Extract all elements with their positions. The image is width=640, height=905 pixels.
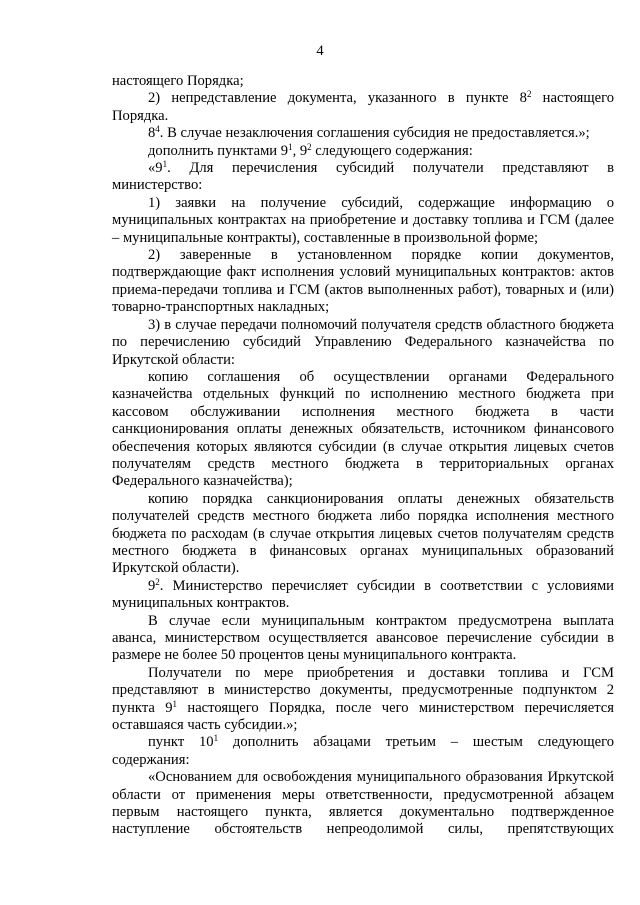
paragraph-3: $8^4$. В случае незаключения соглашения субсидия не предоставляется.»; — [148, 124, 590, 142]
paragraph-7: 2) заверенные в установленном порядке копии документов, подтверждающие факт исполнения условий муниципальных контрактов: актов приема-передачи топлива и ГСМ (актов выполненных работ), товарных и (или) товарно-транспортных накладных; — [112, 247, 614, 316]
paragraph-15: «Основанием для освобождения муниципального образования Иркутской области от применения меры ответственности, предусмотренной абзацем первым настоящего пункта, является документально подтвержденное наступление обстоятельств непреодолимой силы, препятствующих — [112, 769, 614, 838]
paragraph-9: копию соглашения об осуществлении органами Федерального казначейства отдельных функций по исполнению местного бюджета при кассовом обслуживании исполнения местного бюджета в части санкционирования оплаты денежных обязательств, источником финансового обеспечения которых являются субсидии (в случае открытия лицевых счетов получателям средств местного бюджета в территориальных органах Федерального казначейства); — [112, 368, 614, 490]
paragraph-13: Получатели по мере приобретения и доставки топлива и ГСМ представляют в министерство документы, предусмотренные подпунктом 2 пункта $9^1$ настоящего Порядка, после чего министерством перечисляется оставшаяся часть субсидии.»; — [112, 664, 614, 734]
paragraph-1: настоящего Порядка; — [112, 73, 244, 89]
paragraph-6: 1) заявки на получение субсидий, содержащие информацию о муниципальных контрактах на приобретение и доставку топлива и ГСМ (далее – муниципальные контракты), составленные в произвольной форме; — [112, 194, 614, 246]
paragraph-2: 2) непредставление документа, указанного в пункте $8^2$ настоящего Порядка. — [112, 89, 614, 124]
paragraph-12: В случае если муниципальным контрактом предусмотрена выплата аванса, министерством осуществляется авансовое перечисление субсидии в размере не более 50 процентов цены муниципального контракта. — [112, 612, 614, 664]
paragraph-11: $9^2$. Министерство перечисляет субсидии в соответствии с условиями муниципальных контрактов. — [112, 576, 614, 612]
paragraph-4: дополнить пунктами $9^1$, $9^2$ следующего содержания: — [148, 141, 473, 159]
document-body — [112, 73, 614, 839]
paragraph-8: 3) в случае передачи полномочий получателя средств областного бюджета по перечислению субсидий Управлению Федерального казначейства по Иркутской области: — [112, 316, 614, 368]
paragraph-10: копию порядка санкционирования оплаты денежных обязательств получателей средств местного бюджета либо порядка исполнения местного бюджета по расходам (в случае открытия лицевых счетов получателям средств местного бюджета в финансовых органах муниципальных образований Иркутской области). — [112, 490, 614, 577]
paragraph-5: «$9^1$. Для перечисления субсидий получатели представляют в министерство: — [112, 159, 614, 194]
page-number: 4 — [316, 43, 324, 59]
paragraph-14: пункт $10^1$ дополнить абзацами третьим – шестым следующего содержания: — [112, 733, 614, 768]
